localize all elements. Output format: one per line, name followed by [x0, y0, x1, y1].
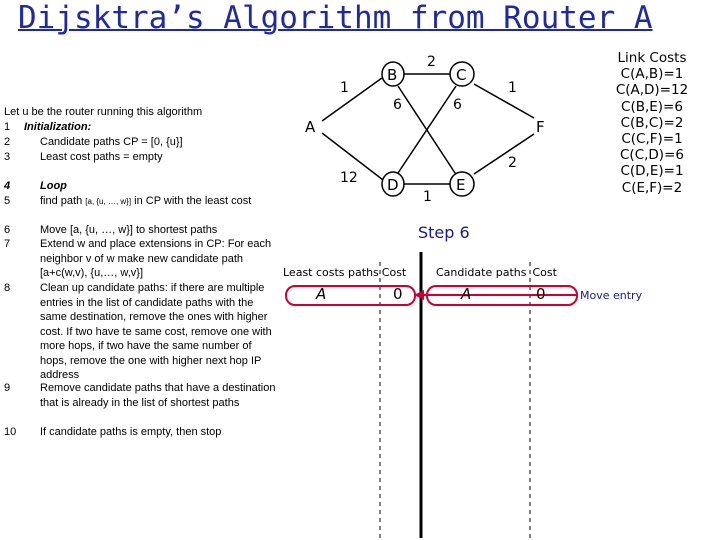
- least-cost-path: A: [316, 285, 327, 303]
- line-number: 9: [4, 382, 11, 394]
- link-costs-heading: Link Costs: [617, 50, 687, 66]
- algorithm-line: Least cost paths = empty: [40, 151, 163, 163]
- line-number: 10: [4, 426, 17, 438]
- algorithm-line: Extend w and place extensions in CP: For each neighbor v of w make new candidate path [a+c(w,v), {u,…, w,v}]: [40, 238, 272, 279]
- algorithm-line: Move [a, {u, …, w}] to shortest paths: [40, 224, 218, 236]
- line-number: 8: [4, 282, 11, 294]
- least-cost-paths-header: Least costs paths: [283, 266, 379, 279]
- step-label: Step 6: [418, 223, 470, 242]
- node-label-e: E: [456, 176, 466, 194]
- edge-label-be: 6: [393, 97, 402, 113]
- link-cost-item: C(B,E)=6: [621, 98, 683, 115]
- node-label-f: F: [536, 118, 545, 136]
- line-text: in CP with the least cost: [131, 195, 252, 207]
- link-cost-item: C(A,B)=1: [620, 66, 684, 83]
- algorithm-line: Clean up candidate paths: if there are multiple entries in the list of candidate paths with the same destination, remove the ones with higher cost. If two have te same cost, remove one with more hops, if two have the same number of hops, remove the one with higher next hop IP address: [40, 282, 272, 381]
- node-label-b: B: [387, 66, 398, 84]
- line-number: 2: [4, 136, 11, 148]
- node-label-a: A: [305, 118, 316, 136]
- algorithm-line: Candidate paths CP = [0, {u}]: [40, 136, 183, 148]
- candidate-path: A: [461, 285, 472, 303]
- edge-label-ef: 2: [508, 155, 517, 171]
- line-text: find path: [40, 195, 86, 207]
- line-number: 6: [4, 224, 11, 236]
- edge-label-bc: 2: [427, 54, 436, 70]
- page-title: Dijsktra’s Algorithm from Router A: [18, 0, 653, 36]
- link-cost-item: C(B,C)=2: [620, 114, 684, 131]
- line-number: 3: [4, 151, 11, 163]
- candidate-header: [436, 266, 557, 279]
- node-label-d: D: [387, 176, 399, 194]
- line-number: 4: [4, 180, 11, 192]
- edge-label-cd: 6: [453, 97, 462, 113]
- node-label-c: C: [456, 66, 467, 84]
- least-cost-cost-header: Cost: [381, 266, 407, 279]
- algorithm-line: Loop: [40, 180, 67, 192]
- link-cost-item: C(A,D)=12: [615, 82, 689, 99]
- path-notation: [a, {u, …, w}]: [85, 197, 132, 206]
- candidate-cost-header: Cost: [532, 266, 557, 279]
- edge-label-cf: 1: [508, 80, 517, 96]
- algorithm-line: If candidate paths is empty, then stop: [40, 426, 222, 438]
- algorithm-line: Initialization:: [24, 121, 92, 133]
- algorithm-line: Remove candidate paths that have a destination that is already in the list of shortest paths: [40, 382, 276, 409]
- line-number: 5: [4, 195, 11, 207]
- link-cost-item: C(C,D)=6: [620, 147, 684, 164]
- edge-label-ad: 12: [340, 170, 358, 186]
- algorithm-intro: Let u be the router running this algorithm: [4, 106, 203, 118]
- edge-label-de: 1: [423, 189, 432, 205]
- least-cost-header: [283, 266, 406, 279]
- link-cost-item: C(C,F)=1: [621, 131, 683, 148]
- link-cost-item: C(D,E)=1: [620, 163, 684, 180]
- least-cost-value: 0: [393, 285, 403, 303]
- candidate-paths-header: Candidate paths: [436, 266, 527, 279]
- move-entry-label: Move entry: [580, 289, 643, 302]
- link-cost-item: C(E,F)=2: [621, 179, 683, 196]
- edge-label-ab: 1: [340, 80, 349, 96]
- line-number: 1: [4, 121, 11, 133]
- line-number: 7: [4, 238, 11, 250]
- candidate-cost: 0: [536, 285, 546, 303]
